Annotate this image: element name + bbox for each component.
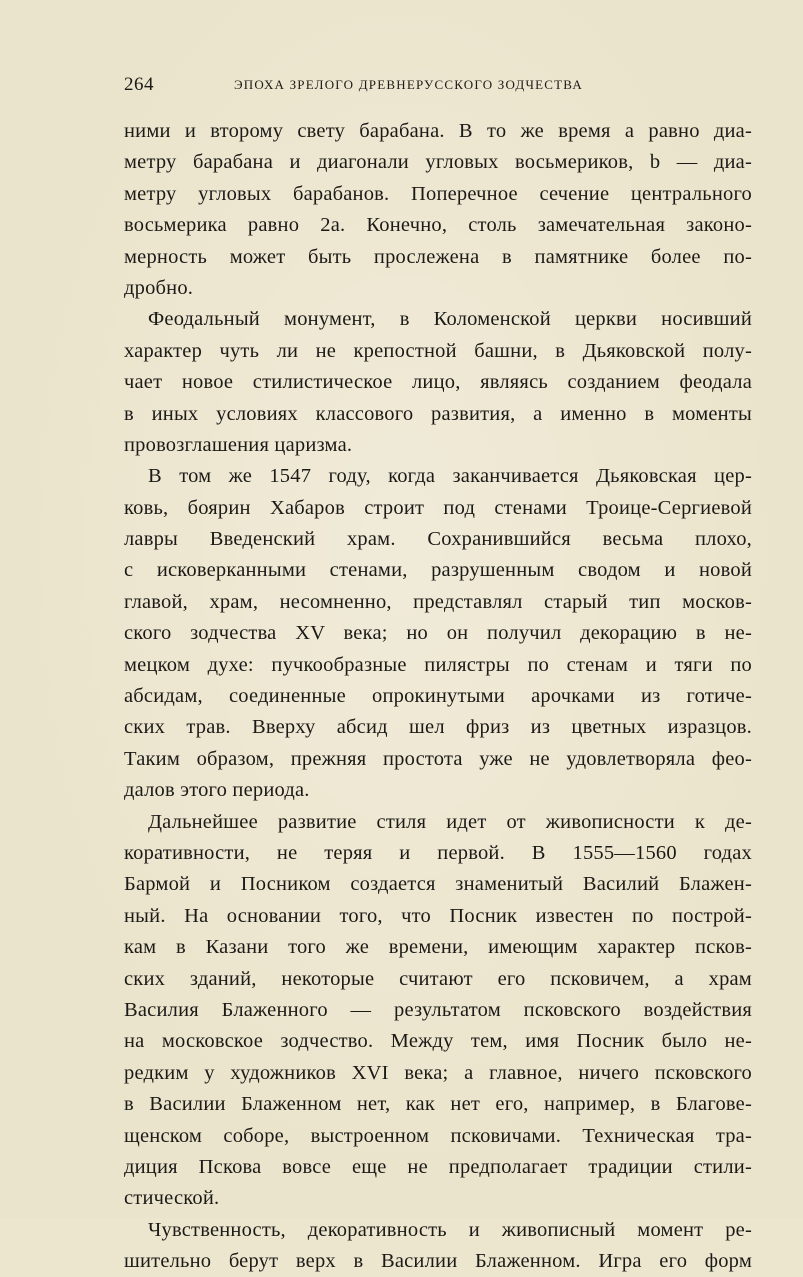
text-line: Василия Блаженного — результатом псковского воздействия [124, 998, 752, 1021]
text-line: диция Пскова вовсе еще не предполагает традиции стили- [124, 1155, 752, 1178]
text-line: Чувственность, декоративность и живописный момент ре- [148, 1218, 752, 1241]
body-text [124, 116, 752, 1277]
text-line: Таким образом, прежняя простота уже не удовлетворяла фео- [124, 747, 752, 770]
text-line: восьмерика равно 2a. Конечно, столь замечательная законо- [124, 214, 752, 237]
text-line: метру барабана и диагонали угловых восьмериков, b — диа- [124, 151, 752, 174]
text-line: провозглашения царизма. [124, 433, 353, 456]
text-line: метру угловых барабанов. Поперечное сечение центрального [124, 182, 752, 205]
text-line: Бармой и Посником создается знаменитый Василий Блажен- [124, 873, 752, 896]
text-line: дробно. [124, 276, 194, 299]
text-line: шительно берут верх в Василии Блаженном. Игра его форм [124, 1250, 752, 1273]
text-line: Дальнейшее развитие стиля идет от живописности к де- [148, 810, 752, 833]
text-line: мецком духе: пучкообразные пилястры по стенам и тяги по [124, 653, 752, 676]
text-line: ними и второму свету барабана. В то же время a равно диа- [124, 120, 752, 142]
text-line: коративности, не теряя и первой. В 1555—1560 годах [124, 841, 752, 864]
text-line: щенском соборе, выстроенном псковичами. Техническая тра- [124, 1124, 752, 1147]
text-line: ских зданий, некоторые считают его псковичем, а храм [124, 967, 752, 990]
text-line: ского зодчества XV века; но он получил декорацию в не- [124, 622, 752, 645]
text-line: чает новое стилистическое лицо, являясь созданием феодала [124, 371, 752, 394]
text-line: В том же 1547 году, когда заканчивается Дьяковская цер- [148, 465, 752, 488]
text-line: в Василии Блаженном нет, как нет его, например, в Благове- [124, 1093, 752, 1116]
text-line: на московское зодчество. Между тем, имя Посник было не- [124, 1030, 752, 1053]
text-line: далов этого периода. [124, 779, 310, 802]
text-line: стической. [124, 1187, 220, 1210]
text-line: лавры Введенский храм. Сохранившийся весьма плохо, [124, 528, 752, 551]
page-header [124, 74, 684, 98]
text-line: Феодальный монумент, в Коломенской церкви носивший [148, 308, 752, 331]
text-line: ковь, боярин Хабаров строит под стенами Троице-Сергиевой [124, 496, 752, 519]
text-line: главой, храм, несомненно, представлял старый тип москов- [124, 590, 752, 613]
text-line: характер чуть ли не крепостной башни, в Дьяковской полу- [124, 339, 752, 362]
text-line: ный. На основании того, что Посник известен по построй- [124, 904, 752, 927]
text-line: ских трав. Вверху абсид шел фриз из цветных изразцов. [124, 716, 752, 739]
text-line: кам в Казани того же времени, имеющим характер псков- [124, 936, 752, 959]
text-line: в иных условиях классового развития, а именно в моменты [124, 402, 752, 425]
page-number: 264 [124, 74, 154, 95]
text-line: мерность может быть прослежена в памятнике более по- [124, 245, 752, 268]
text-line: с исковерканными стенами, разрушенным сводом и новой [124, 559, 752, 582]
text-line: редким у художников XVI века; а главное, ничего псковского [124, 1061, 752, 1084]
text-line: абсидам, соединенные опрокинутыми арочками из готиче- [124, 685, 752, 708]
running-title: ЭПОХА ЗРЕЛОГО ДРЕВНЕРУССКОГО ЗОДЧЕСТВА [234, 77, 583, 92]
